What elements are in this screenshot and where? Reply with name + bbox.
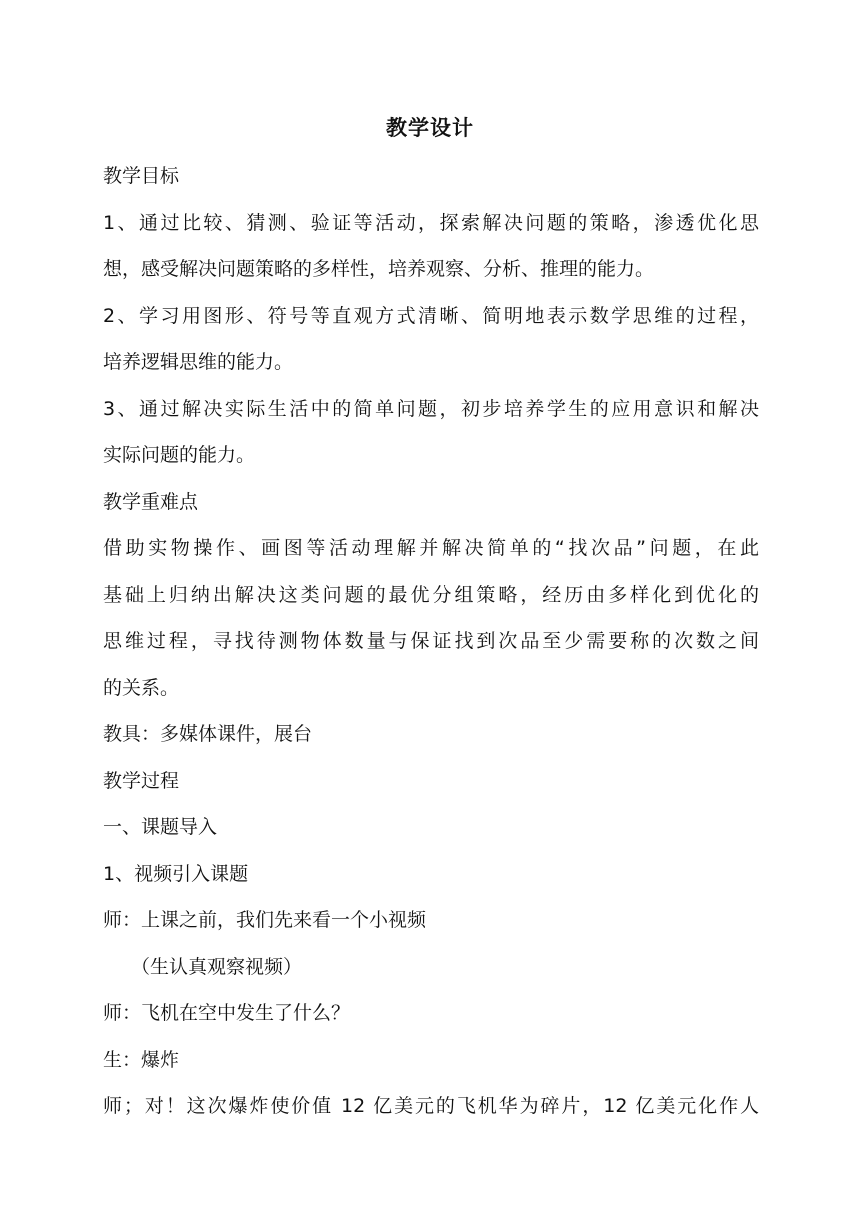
paragraph-line: 实际问题的能力。: [103, 444, 256, 466]
dialogue-line: 师：上课之前，我们先来看一个小视频: [103, 909, 427, 931]
heading-teaching-goals: 教学目标: [103, 165, 180, 187]
paragraph-line: 想，感受解决问题策略的多样性，培养观察、分析、推理的能力。: [103, 258, 655, 280]
teaching-aids-line: 教具：多媒体课件，展台: [103, 723, 313, 745]
paragraph-line: 基础上归纳出解决这类问题的最优分组策略，经历由多样化到优化的: [103, 583, 759, 606]
stage-direction-line: （生认真观察视频）: [131, 955, 303, 978]
paragraph-line: 2、学习用图形、符号等直观方式清晰、简明地表示数学思维的过程，: [103, 304, 759, 327]
heading-teaching-process: 教学过程: [103, 769, 180, 792]
paragraph-line: 的关系。: [103, 676, 180, 699]
dialogue-line: 生：爆炸: [103, 1048, 180, 1071]
subsection-heading: 1、视频引入课题: [103, 862, 249, 885]
document-body: [103, 153, 759, 1130]
paragraph-line: 1、通过比较、猜测、验证等活动，探索解决问题的策略，渗透优化思: [103, 211, 759, 234]
document-title: 教学设计: [386, 116, 474, 140]
dialogue-line: 师：飞机在空中发生了什么？: [103, 1002, 351, 1024]
paragraph-line: 培养逻辑思维的能力。: [103, 351, 294, 373]
paragraph-line: 3、通过解决实际生活中的简单问题，初步培养学生的应用意识和解决: [103, 397, 759, 420]
heading-key-points: 教学重难点: [103, 490, 199, 513]
dialogue-line: 师；对！这次爆炸使价值 12 亿美元的飞机华为碎片，12 亿美元化作人: [103, 1095, 759, 1117]
section-heading: 一、课题导入: [103, 816, 218, 838]
paragraph-line: 思维过程，寻找待测物体数量与保证找到次品至少需要称的次数之间: [103, 630, 759, 652]
paragraph-line: 借助实物操作、画图等活动理解并解决简单的“找次品”问题，在此: [103, 537, 759, 559]
